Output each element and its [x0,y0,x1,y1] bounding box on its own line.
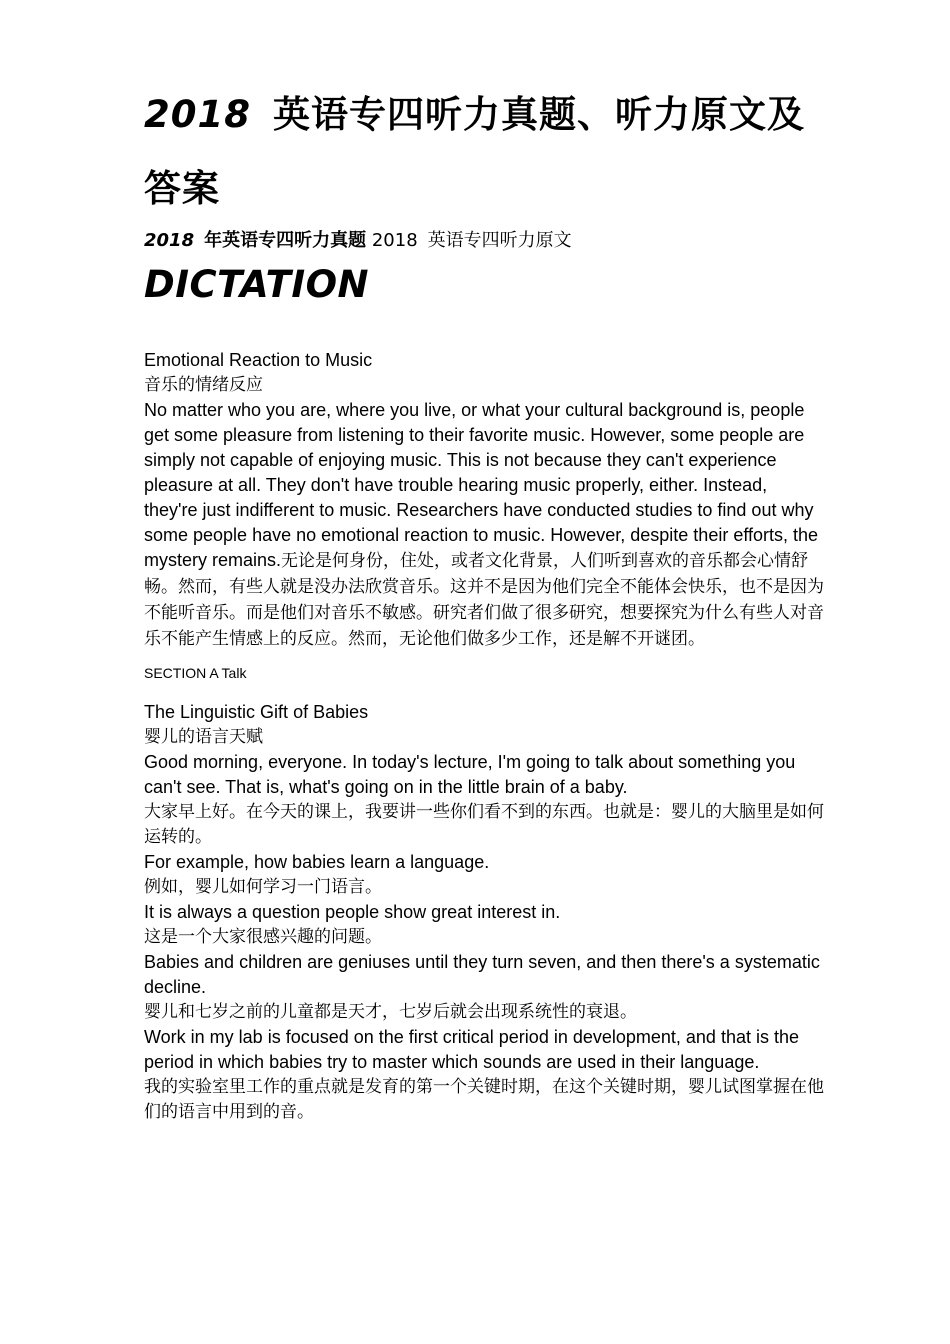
talk-line-en: For example, how babies learn a language. [144,852,490,872]
talk-line-zh: 这是一个大家很感兴趣的问题。 [144,927,382,947]
talk-line-zh: 婴儿和七岁之前的儿童都是天才，七岁后就会出现系统性的衰退。 [144,1002,637,1022]
subtitle-serif-text: 英语专四听力原文 [427,230,572,251]
talk-lines [144,750,824,1125]
talk-line-zh: 我的实验室里工作的重点就是发育的第一个关键时期，在这个关键时期，婴儿试图掌握在他们的语言中用到的音。 [144,1077,824,1122]
title-text: 英语专四听力真题、听力原文及答案 [144,93,805,210]
dictation-passage-zh: 无论是何身份，住处，或者文化背景，人们听到喜欢的音乐都会心情舒畅。然而，有些人就是没办法欣赏音乐。这并不是因为他们完全不能体会快乐，也不是因为不能听音乐。而是他们对音乐不敏感。研究者们做了很多研究，想要探究为什么有些人对音乐不能产生情感上的反应。然而，无论他们做多少工作，还是解不开谜团。 [144,551,824,649]
dictation-title-zh: 音乐的情绪反应 [144,375,263,395]
dictation-passage [144,398,824,652]
dictation-passage-en: No matter who you are, where you live, or what your cultural background is, people get some pleasure from listening to their favorite music. However, some people are simply not capable of enjoying music. This is not because they can't experience pleasure at all. They don't have trouble hearing music properly, either. Instead, they're just indifferent to music. Researchers have conducted studies to find out why some people have no emotional reaction to music. However, despite their efforts, the mystery remains. [144,400,819,570]
talk-line-en: Babies and children are geniuses until they turn seven, and then there's a systematic decline. [144,952,820,997]
title-year: 2018 [144,93,251,136]
section-a-title-zh: 婴儿的语言天赋 [144,727,263,747]
section-a-title-en: The Linguistic Gift of Babies [144,702,369,722]
section-heading-dictation: DICTATION [144,263,370,306]
document-subtitle [144,228,572,254]
document-body [144,348,824,1125]
talk-line-en: Good morning, everyone. In today's lecture, I'm going to talk about something you can't see. That is, what's going on in the little brain of a baby. [144,752,796,797]
subtitle-plain-year: 2018 [371,230,418,251]
subtitle-year: 2018 [144,230,195,251]
talk-line-en: Work in my lab is focused on the first critical period in development, and that is the period in which babies try to master which sounds are used in their language. [144,1027,799,1072]
subtitle-bold-text: 年英语专四听力真题 [204,230,367,251]
talk-line-en: It is always a question people show great interest in. [144,902,561,922]
talk-line-zh: 例如，婴儿如何学习一门语言。 [144,877,382,897]
document-title [144,78,824,226]
section-a-label: SECTION A Talk [144,665,247,681]
dictation-title-en: Emotional Reaction to Music [144,350,373,370]
talk-line-zh: 大家早上好。在今天的课上，我要讲一些你们看不到的东西。也就是：婴儿的大脑里是如何运转的。 [144,802,824,847]
